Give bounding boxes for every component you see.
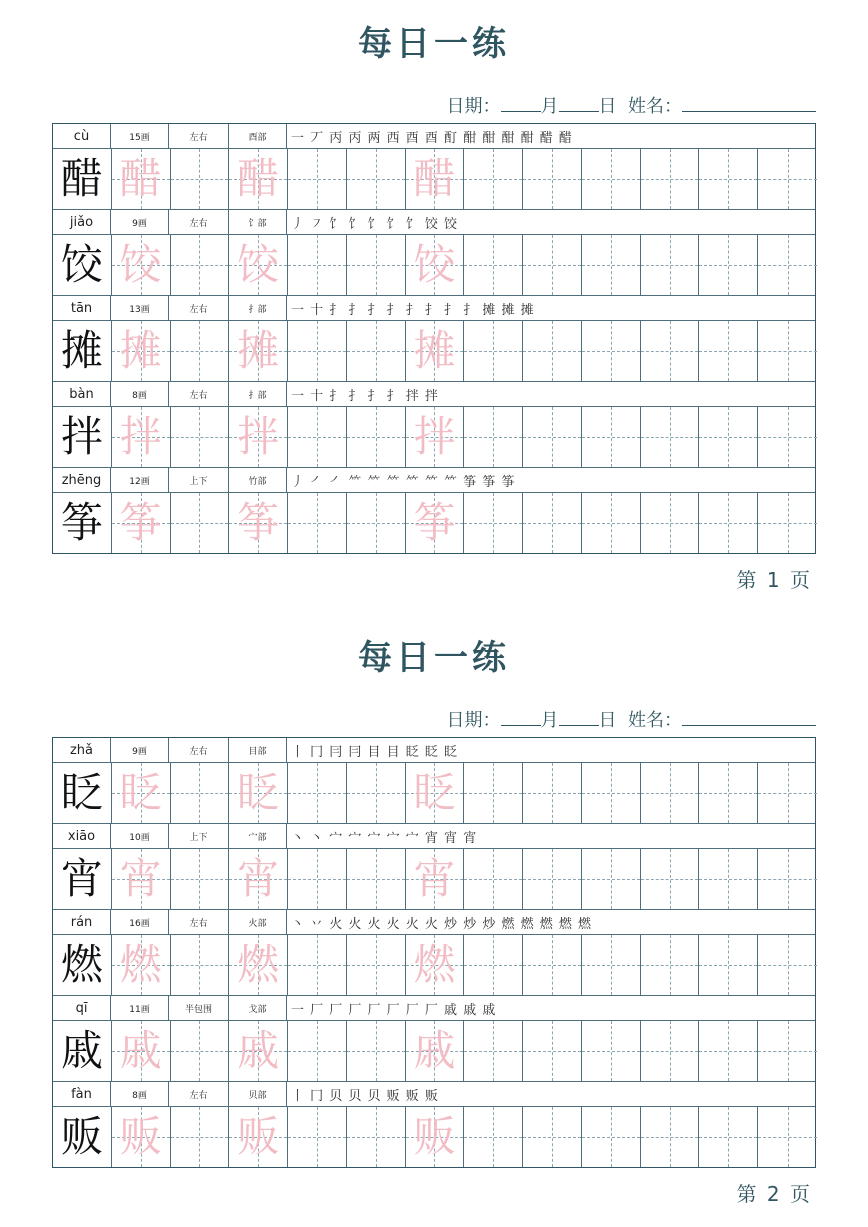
trace-char: 燃 [413,940,456,989]
practice-cell[interactable] [229,1107,288,1167]
pinyin-label: cù [53,124,111,148]
practice-row [53,935,815,996]
trace-char: 筝 [119,498,162,547]
page-1 [0,0,868,613]
practice-cell[interactable] [112,849,171,909]
model-char: 摊 [60,326,103,375]
practice-cell[interactable] [699,935,758,995]
structure-label: 左右 [169,910,229,934]
page-number [737,564,812,593]
trace-char: 燃 [119,940,162,989]
month-label: 月 [540,96,559,117]
practice-cell[interactable] [464,935,523,995]
practice-cell[interactable] [112,149,171,209]
char-info-row [53,910,815,935]
trace-char: 醋 [119,154,162,203]
practice-cell[interactable] [406,1107,465,1167]
practice-cell[interactable] [758,935,817,995]
date-name-line [447,92,816,118]
practice-cell[interactable] [758,493,817,553]
radical-label: 火部 [229,910,287,934]
trace-char: 燃 [237,940,280,989]
trace-char: 拌 [119,412,162,461]
practice-cell[interactable] [582,407,641,467]
stroke-order: 丨 冂 冃 冃 目 目 眨 眨 眨 [291,744,459,760]
practice-cell[interactable] [347,407,406,467]
stroke-count: 12画 [111,468,169,492]
practice-cell[interactable] [347,493,406,553]
pinyin-label: bàn [53,382,111,406]
practice-cell[interactable] [406,1021,465,1081]
stroke-count: 13画 [111,296,169,320]
day-label: 日 [598,96,617,117]
stroke-order: 一 十 扌 扌 扌 扌 扌 扌 扌 扌 摊 摊 摊 [291,302,535,318]
practice-cell[interactable] [229,235,288,295]
trace-char: 眨 [119,768,162,817]
model-char-cell [53,321,112,381]
practice-cell[interactable] [347,1021,406,1081]
trace-char: 戚 [413,1026,456,1075]
trace-char: 宵 [237,854,280,903]
practice-cell[interactable] [582,763,641,823]
trace-char: 贩 [237,1112,280,1161]
stroke-order: 丿 ㇒ ㇒ ⺮ ⺮ ⺮ ⺮ ⺮ ⺮ 筝 筝 筝 [291,474,516,490]
practice-cell[interactable] [523,321,582,381]
stroke-count: 9画 [111,738,169,762]
practice-cell[interactable] [641,321,700,381]
stroke-order: 一 厂 厂 厂 厂 厂 厂 厂 戚 戚 戚 [291,1002,497,1018]
structure-label: 左右 [169,382,229,406]
page-2 [0,614,868,1227]
page-prefix: 第 [736,1182,759,1206]
month-blank[interactable] [501,95,541,112]
practice-cell[interactable] [582,321,641,381]
practice-cell[interactable] [523,763,582,823]
practice-cell[interactable] [641,1107,700,1167]
practice-cell[interactable] [288,149,347,209]
model-char: 眨 [60,768,103,817]
practice-row [53,321,815,382]
practice-cell[interactable] [288,1107,347,1167]
practice-cell[interactable] [641,493,700,553]
practice-cell[interactable] [464,321,523,381]
model-char: 贩 [60,1112,103,1161]
trace-char: 戚 [237,1026,280,1075]
model-char: 拌 [60,412,103,461]
trace-char: 摊 [237,326,280,375]
practice-cell[interactable] [171,407,230,467]
practice-cell[interactable] [347,763,406,823]
trace-char: 摊 [119,326,162,375]
name-blank[interactable] [682,709,816,726]
practice-cell[interactable] [523,935,582,995]
stroke-count: 8画 [111,382,169,406]
practice-row [53,1021,815,1082]
pinyin-label: zhǎ [53,738,111,762]
structure-label: 左右 [169,296,229,320]
practice-cell[interactable] [112,407,171,467]
practice-cell[interactable] [641,849,700,909]
radical-label: 酉部 [229,124,287,148]
practice-cell[interactable] [641,407,700,467]
model-char-cell [53,1021,112,1081]
model-char-cell [53,235,112,295]
stroke-order: 丶 丶 宀 宀 宀 宀 宀 宵 宵 宵 [291,830,478,846]
name-label: 姓名： [628,96,682,117]
practice-cell[interactable] [406,149,465,209]
practice-cell[interactable] [699,1021,758,1081]
char-info-row [53,996,815,1021]
radical-label: 目部 [229,738,287,762]
practice-cell[interactable] [347,321,406,381]
model-char-cell [53,763,112,823]
practice-cell[interactable] [229,1021,288,1081]
trace-char: 眨 [413,768,456,817]
practice-grid [52,123,816,554]
pinyin-label: zhēng [53,468,111,492]
practice-cell[interactable] [758,849,817,909]
practice-cell[interactable] [758,1107,817,1167]
stroke-count: 15画 [111,124,169,148]
model-char-cell [53,1107,112,1167]
practice-grid [52,737,816,1168]
radical-label: 饣部 [229,210,287,234]
model-char: 饺 [60,240,103,289]
trace-char: 饺 [119,240,162,289]
practice-cell[interactable] [699,493,758,553]
practice-cell[interactable] [641,1021,700,1081]
practice-cell[interactable] [229,493,288,553]
stroke-order: 一 十 扌 扌 扌 扌 拌 拌 [291,388,439,404]
radical-label: 扌部 [229,382,287,406]
char-info-row [53,738,815,763]
practice-cell[interactable] [406,321,465,381]
practice-row [53,235,815,296]
practice-cell[interactable] [288,935,347,995]
practice-cell[interactable] [288,849,347,909]
structure-label: 上下 [169,468,229,492]
char-info-row [53,210,815,235]
stroke-count: 10画 [111,824,169,848]
pinyin-label: fàn [53,1082,111,1106]
practice-cell[interactable] [699,763,758,823]
trace-char: 筝 [413,498,456,547]
practice-cell[interactable] [406,849,465,909]
stroke-count: 11画 [111,996,169,1020]
practice-cell[interactable] [464,1021,523,1081]
practice-cell[interactable] [641,235,700,295]
practice-cell[interactable] [229,407,288,467]
model-char: 戚 [60,1026,103,1075]
practice-cell[interactable] [641,763,700,823]
practice-cell[interactable] [641,935,700,995]
practice-cell[interactable] [112,935,171,995]
practice-cell[interactable] [464,849,523,909]
month-label: 月 [540,710,559,731]
practice-cell[interactable] [699,149,758,209]
practice-cell[interactable] [171,149,230,209]
trace-char: 贩 [119,1112,162,1161]
practice-cell[interactable] [229,849,288,909]
practice-cell[interactable] [229,321,288,381]
practice-cell[interactable] [523,407,582,467]
char-info-row [53,296,815,321]
model-char: 筝 [60,498,103,547]
month-blank[interactable] [501,709,541,726]
structure-label: 左右 [169,124,229,148]
practice-cell[interactable] [171,493,230,553]
trace-char: 戚 [119,1026,162,1075]
page-title: 每日一练 [358,24,510,64]
practice-cell[interactable] [464,149,523,209]
page-title: 每日一练 [358,638,510,678]
radical-label: 贝部 [229,1082,287,1106]
practice-cell[interactable] [229,935,288,995]
practice-cell[interactable] [523,235,582,295]
practice-cell[interactable] [288,321,347,381]
practice-cell[interactable] [699,1107,758,1167]
practice-cell[interactable] [171,763,230,823]
char-info-row [53,468,815,493]
day-blank[interactable] [559,709,599,726]
page-suffix: 页 [790,1182,812,1206]
pinyin-label: qī [53,996,111,1020]
pinyin-label: rán [53,910,111,934]
page-number-value: 2 [766,1182,782,1206]
char-info-row [53,382,815,407]
practice-cell[interactable] [582,493,641,553]
practice-row [53,149,815,210]
practice-cell[interactable] [288,235,347,295]
practice-cell[interactable] [523,1107,582,1167]
practice-cell[interactable] [464,235,523,295]
pinyin-label: xiāo [53,824,111,848]
structure-label: 半包围 [169,996,229,1020]
practice-cell[interactable] [758,763,817,823]
practice-cell[interactable] [464,763,523,823]
practice-cell[interactable] [582,935,641,995]
practice-cell[interactable] [464,1107,523,1167]
practice-cell[interactable] [406,935,465,995]
model-char-cell [53,407,112,467]
stroke-order: 丿 ㇇ 饣 饣 饣 饣 饣 饺 饺 [291,216,459,232]
practice-cell[interactable] [171,1107,230,1167]
practice-cell[interactable] [171,935,230,995]
model-char-cell [53,493,112,553]
practice-cell[interactable] [523,849,582,909]
practice-row [53,849,815,910]
practice-cell[interactable] [171,1021,230,1081]
practice-cell[interactable] [112,321,171,381]
stroke-order: 丶 丷 火 火 火 火 火 火 炒 炒 炒 燃 燃 燃 燃 燃 [291,916,592,932]
practice-cell[interactable] [347,935,406,995]
pinyin-label: jiǎo [53,210,111,234]
practice-cell[interactable] [171,849,230,909]
radical-label: 宀部 [229,824,287,848]
practice-cell[interactable] [699,235,758,295]
date-name-line [447,706,816,732]
char-info-row [53,1082,815,1107]
practice-cell[interactable] [758,149,817,209]
day-label: 日 [598,710,617,731]
radical-label: 戈部 [229,996,287,1020]
practice-cell[interactable] [699,407,758,467]
day-blank[interactable] [559,95,599,112]
structure-label: 上下 [169,824,229,848]
practice-cell[interactable] [582,235,641,295]
practice-cell[interactable] [347,235,406,295]
model-char-cell [53,935,112,995]
practice-cell[interactable] [112,493,171,553]
char-info-row [53,824,815,849]
practice-cell[interactable] [406,493,465,553]
name-label: 姓名： [628,710,682,731]
model-char: 宵 [60,854,103,903]
trace-char: 饺 [237,240,280,289]
name-blank[interactable] [682,95,816,112]
practice-cell[interactable] [171,235,230,295]
practice-cell[interactable] [229,149,288,209]
model-char: 燃 [60,940,103,989]
radical-label: 扌部 [229,296,287,320]
practice-cell[interactable] [288,493,347,553]
practice-cell[interactable] [582,1021,641,1081]
practice-cell[interactable] [347,849,406,909]
practice-cell[interactable] [229,763,288,823]
trace-char: 眨 [237,768,280,817]
practice-cell[interactable] [758,1021,817,1081]
trace-char: 宵 [413,854,456,903]
stroke-order: 一 丆 丙 丙 两 西 酉 酉 酊 酣 酣 酣 酣 醋 醋 [291,130,573,146]
practice-cell[interactable] [641,149,700,209]
model-char-cell [53,849,112,909]
structure-label: 左右 [169,738,229,762]
practice-cell[interactable] [758,321,817,381]
practice-cell[interactable] [288,407,347,467]
practice-cell[interactable] [464,407,523,467]
practice-cell[interactable] [288,763,347,823]
page-prefix: 第 [736,568,759,592]
practice-row [53,493,815,553]
practice-cell[interactable] [112,235,171,295]
structure-label: 左右 [169,210,229,234]
trace-char: 宵 [119,854,162,903]
practice-cell[interactable] [112,1021,171,1081]
structure-label: 左右 [169,1082,229,1106]
char-info-row [53,124,815,149]
practice-row [53,407,815,468]
model-char: 醋 [60,154,103,203]
stroke-count: 8画 [111,1082,169,1106]
practice-row [53,1107,815,1167]
practice-cell[interactable] [464,493,523,553]
practice-cell[interactable] [112,1107,171,1167]
practice-cell[interactable] [347,1107,406,1167]
practice-cell[interactable] [758,235,817,295]
practice-cell[interactable] [523,149,582,209]
practice-cell[interactable] [582,849,641,909]
practice-row [53,763,815,824]
page-number [737,1178,812,1207]
practice-cell[interactable] [582,149,641,209]
model-char-cell [53,149,112,209]
practice-cell[interactable] [406,763,465,823]
practice-cell[interactable] [523,493,582,553]
practice-cell[interactable] [347,149,406,209]
trace-char: 醋 [237,154,280,203]
practice-cell[interactable] [523,1021,582,1081]
trace-char: 饺 [413,240,456,289]
stroke-count: 16画 [111,910,169,934]
trace-char: 醋 [413,154,456,203]
radical-label: 竹部 [229,468,287,492]
practice-cell[interactable] [699,849,758,909]
trace-char: 拌 [413,412,456,461]
practice-cell[interactable] [406,407,465,467]
page-suffix: 页 [790,568,812,592]
trace-char: 摊 [413,326,456,375]
practice-cell[interactable] [699,321,758,381]
page-number-value: 1 [766,568,782,592]
trace-char: 筝 [237,498,280,547]
practice-cell[interactable] [582,1107,641,1167]
stroke-count: 9画 [111,210,169,234]
practice-cell[interactable] [288,1021,347,1081]
practice-cell[interactable] [758,407,817,467]
stroke-order: 丨 冂 贝 贝 贝 贩 贩 贩 [291,1088,439,1104]
practice-cell[interactable] [112,763,171,823]
date-label: 日期： [446,96,501,117]
practice-cell[interactable] [171,321,230,381]
practice-cell[interactable] [406,235,465,295]
trace-char: 拌 [237,412,280,461]
date-label: 日期： [446,710,501,731]
trace-char: 贩 [413,1112,456,1161]
pinyin-label: tān [53,296,111,320]
